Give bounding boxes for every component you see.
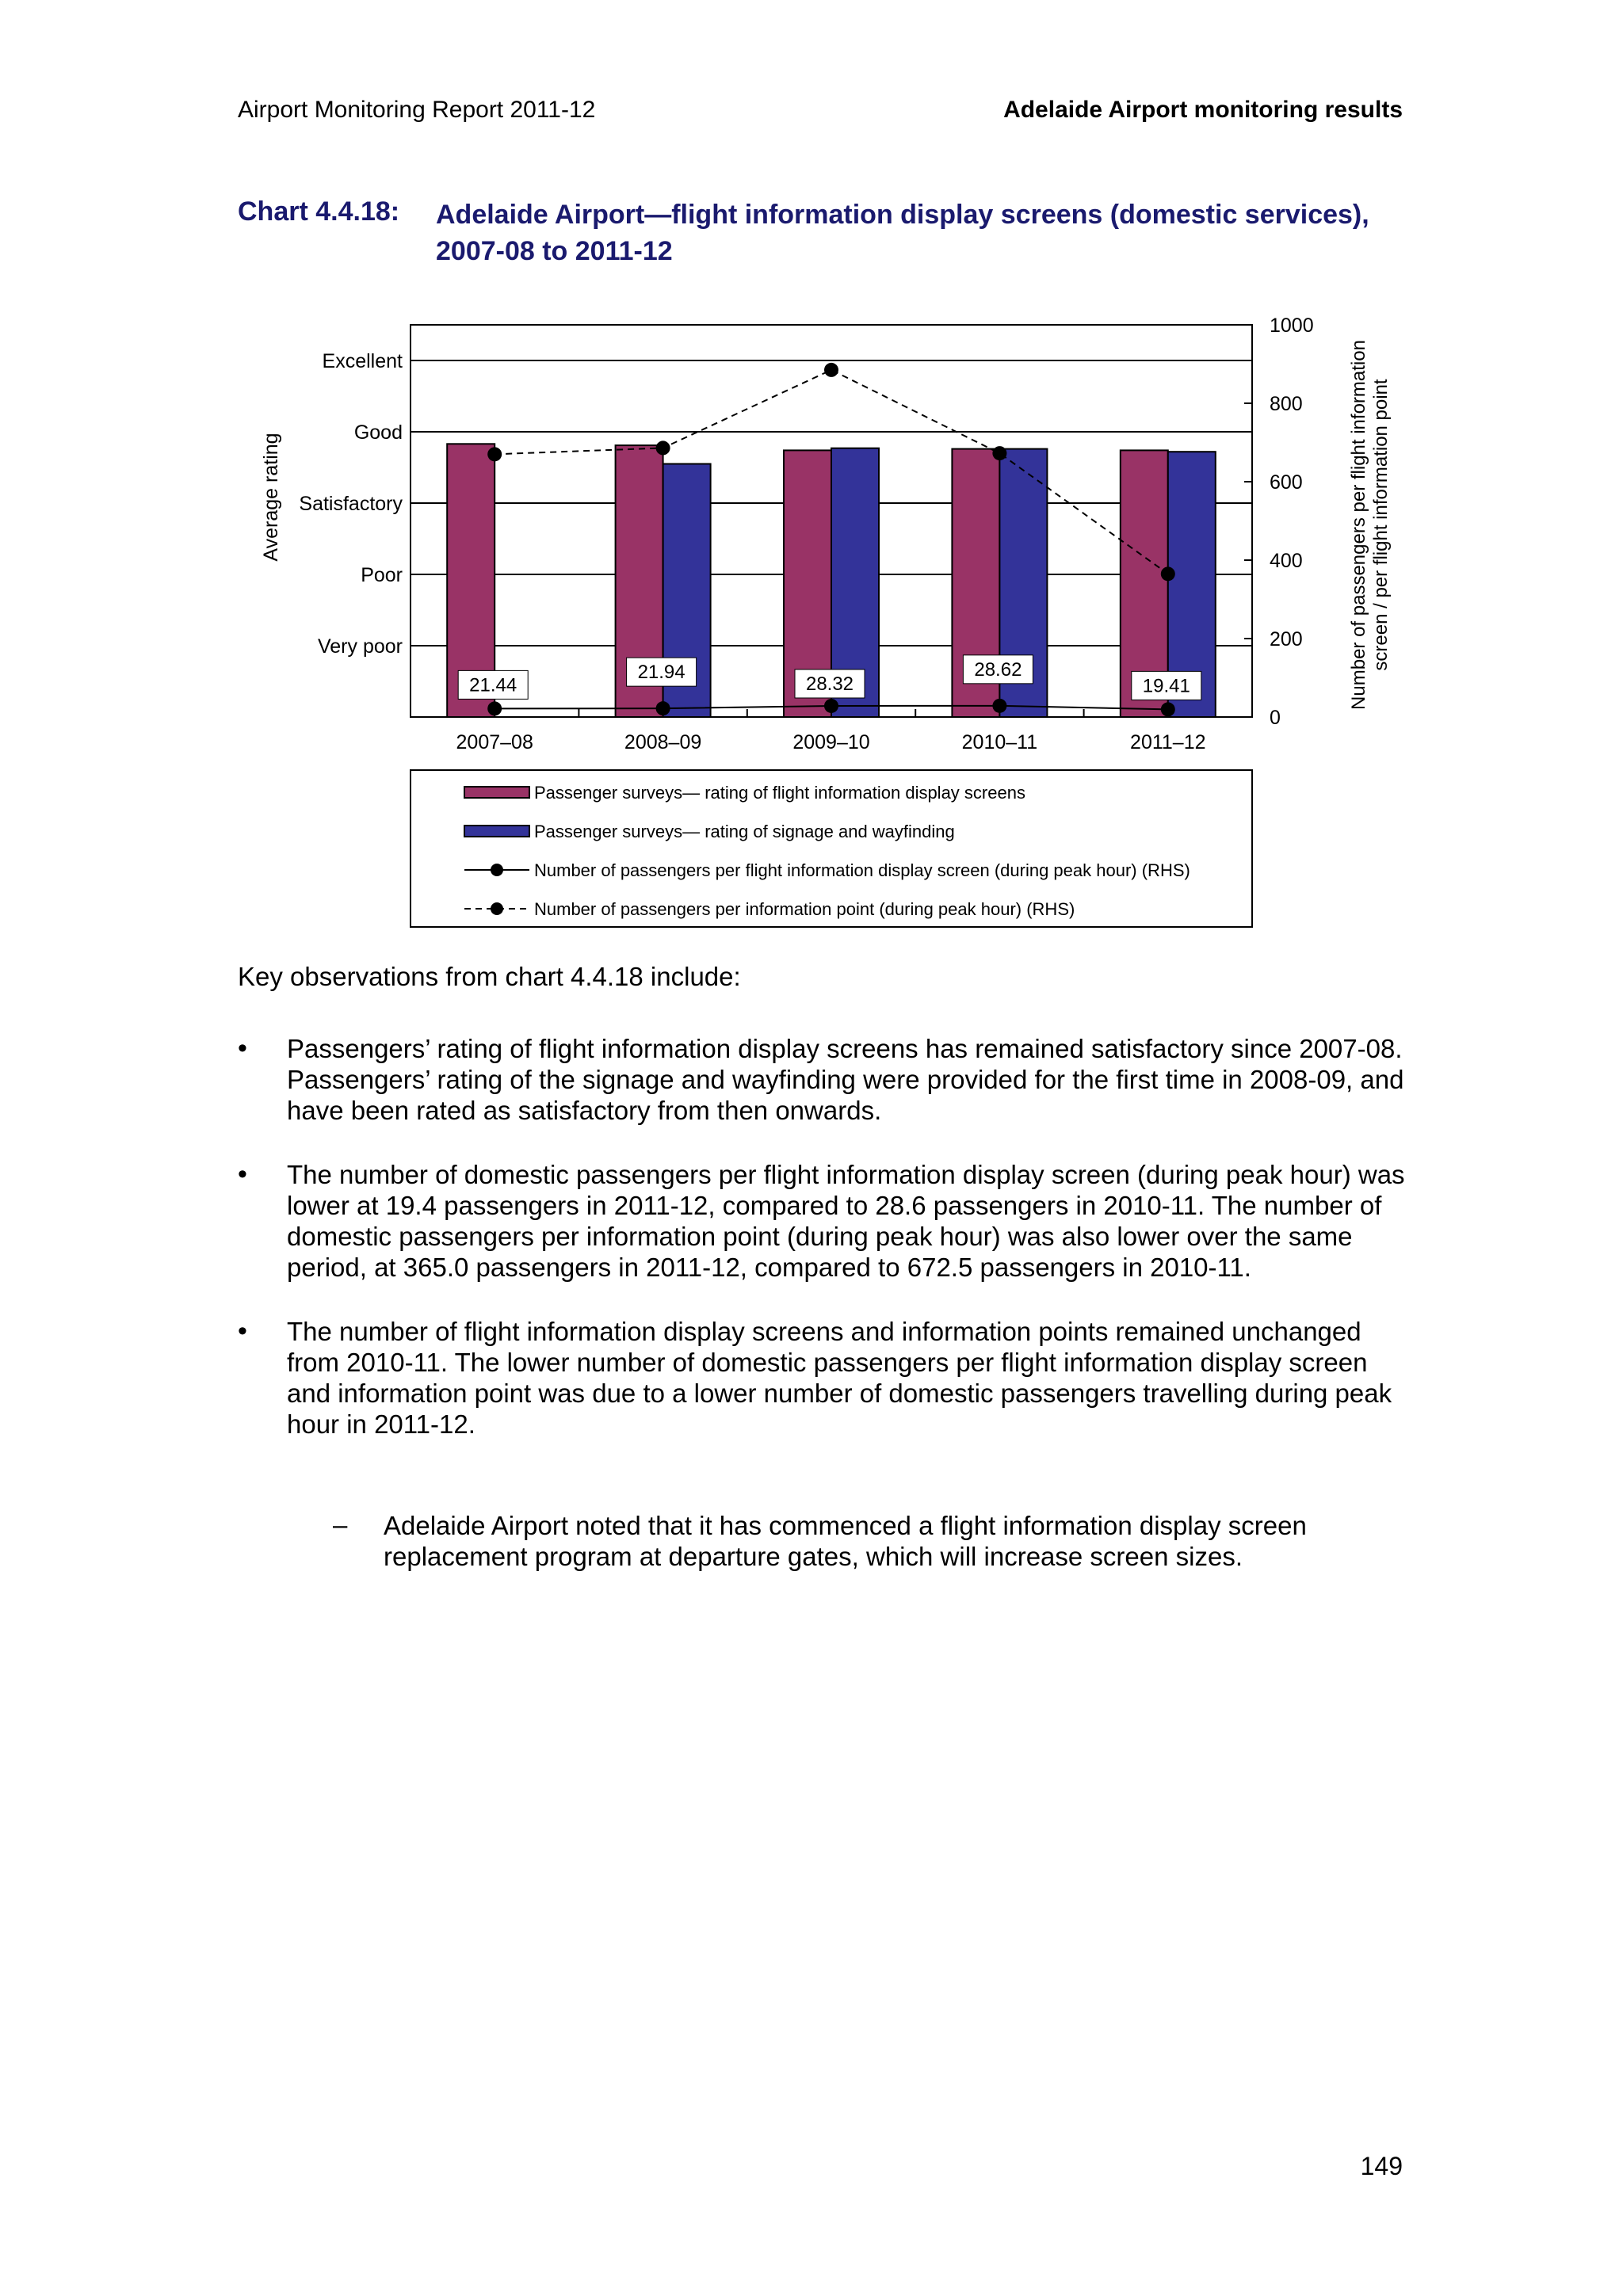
chart	[238, 301, 1395, 935]
y2-tick-label: 600	[1270, 471, 1303, 494]
y2-tick-label: 400	[1270, 550, 1303, 572]
observation-item: • The number of flight information display screens and information points remained unchanged from 2010-11. The lower number of domestic passengers per flight information display screen and information point was due to a lower number of domestic passengers travelling during peak hour in 2011-12.	[238, 1316, 1411, 1440]
observation-item: • Passengers’ rating of flight information display screens has remained satisfactory since 2007-08. Passengers’ rating of the signage and wayfinding were provided for the first time in 2008-09, and have been rated as satisfactory from then onwards.	[238, 1033, 1411, 1126]
series-point	[487, 701, 502, 715]
series-point	[824, 363, 838, 377]
legend	[411, 770, 1252, 927]
series-point	[1161, 566, 1175, 581]
x-tick-label: 2008–09	[624, 731, 702, 753]
y2-axis-title	[1348, 340, 1392, 710]
y2-tick-label: 0	[1270, 707, 1281, 729]
x-tick-label: 2011–12	[1130, 731, 1206, 753]
chart-number: Chart 4.4.18:	[238, 196, 400, 227]
chart-title-line2: 2007-08 to 2011-12	[436, 236, 673, 266]
y-tick-label: Poor	[361, 564, 403, 586]
data-label: 28.32	[805, 673, 854, 695]
y-tick-label: Very poor	[317, 635, 403, 658]
legend-swatch	[464, 826, 529, 837]
series-point	[656, 701, 670, 715]
dash-icon: –	[333, 1510, 348, 1539]
y-tick-label: Excellent	[322, 350, 403, 372]
legend-label: Passenger surveys— rating of signage and wayfinding	[534, 822, 955, 841]
chart-title-line1: Adelaide Airport—flight information display screens (domestic services),	[436, 200, 1369, 230]
legend-swatch	[464, 787, 529, 798]
observations-list	[238, 1033, 1411, 1473]
y2-tick-label: 200	[1270, 628, 1303, 650]
data-label: 28.62	[974, 658, 1022, 681]
observation-item: • The number of domestic passengers per flight information display screen (during peak hour) was lower at 19.4 passengers in 2011-12, compared to 28.6 passengers in 2010-11. The number of domestic passengers per information point (during peak hour) was also lower over the same period, at 365.0 passengers in 2011-12, compared to 672.5 passengers in 2010-11.	[238, 1159, 1411, 1283]
series-point	[992, 699, 1006, 713]
chart-title	[436, 196, 1411, 269]
series-point	[824, 699, 838, 713]
y2-tick-label: 1000	[1270, 315, 1314, 337]
legend-marker	[491, 864, 503, 876]
data-label: 19.41	[1142, 675, 1190, 697]
key-observations-intro: Key observations from chart 4.4.18 include:	[238, 962, 741, 991]
sub-observation	[238, 1510, 1411, 1572]
x-tick-label: 2010–11	[961, 731, 1038, 753]
plot-area	[260, 315, 1392, 753]
x-tick-label: 2009–10	[792, 731, 870, 753]
legend-label: Number of passengers per flight information display screen (during peak hour) (RHS)	[534, 860, 1190, 880]
y-tick-label: Good	[353, 421, 403, 444]
y2-axis-title-line1: Number of passengers per flight information	[1348, 340, 1369, 710]
legend-label: Number of passengers per information point (during peak hour) (RHS)	[534, 899, 1075, 919]
legend-marker	[491, 902, 503, 915]
header-report-title: Airport Monitoring Report 2011-12	[238, 97, 596, 123]
y-axis-title: Average rating	[260, 433, 282, 562]
sub-observation-text: Adelaide Airport noted that it has commenced a flight information display screen replacement program at departure gates, which will increase screen sizes.	[384, 1511, 1307, 1571]
series-point	[1161, 702, 1175, 716]
data-label: 21.94	[637, 662, 685, 684]
series-point	[656, 441, 670, 455]
y2-axis-title-line2: screen / per flight information point	[1370, 379, 1392, 671]
y2-tick-label: 800	[1270, 393, 1303, 415]
data-label: 21.44	[469, 674, 517, 696]
y-tick-label: Satisfactory	[299, 493, 403, 515]
legend-label: Passenger surveys— rating of flight information display screens	[534, 783, 1025, 803]
header-section-title: Adelaide Airport monitoring results	[1003, 97, 1403, 123]
page-number: 149	[1360, 2152, 1403, 2180]
series-point	[487, 447, 502, 461]
series-point	[992, 446, 1006, 460]
x-tick-label: 2007–08	[456, 731, 533, 753]
